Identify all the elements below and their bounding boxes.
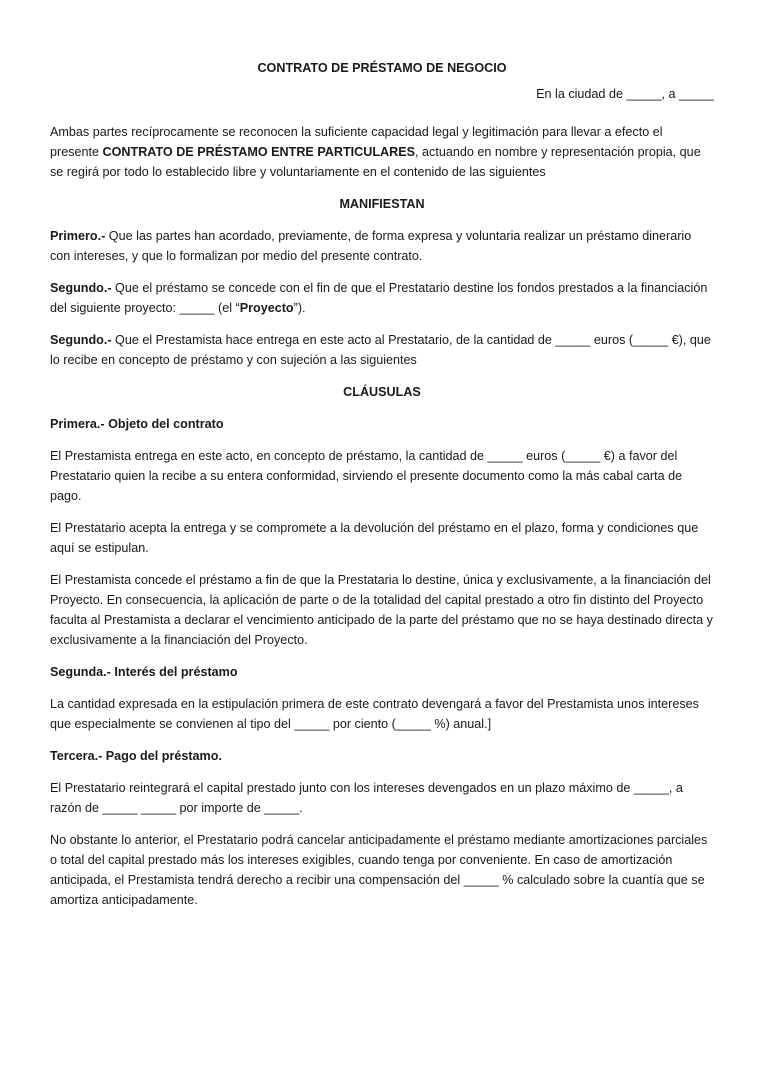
proyecto-term: Proyecto	[239, 301, 294, 315]
contract-body	[50, 58, 714, 922]
intro-text-2: , actuando en nombre y representación propia, que se regirá por todo lo establecido libre y voluntariamente en el contenido de las siguientes	[50, 145, 701, 179]
manifiesto-text: Que las partes han acordado, previamente, de forma expresa y voluntaria realizar un préstamo dinerario con intereses, y que lo formalizan por medio del presente contrato.	[50, 229, 692, 263]
clausulas-heading: CLÁUSULAS	[343, 385, 421, 399]
manifiesto-label: Segundo.-	[50, 281, 112, 295]
clausula-tercera-p1: El Prestatario reintegrará el capital prestado junto con los intereses devengados en un plazo máximo de _____, a razón de _____ _____ por importe de _____.	[50, 781, 683, 815]
clausula-primera-p1: El Prestamista entrega en este acto, en concepto de préstamo, la cantidad de _____ euros (_____ €) a favor del Prestatario quien la recibe a su entera conformidad, sirviendo el presente documento como la más cabal carta de pago.	[50, 449, 683, 503]
manifiestan-heading: MANIFIESTAN	[339, 197, 425, 211]
manifiesto-text: Que el Prestamista hace entrega en este acto al Prestatario, de la cantidad de _____ euros (_____ €), que lo recibe en concepto de préstamo y con sujeción a las siguientes	[50, 333, 711, 367]
clausula-segunda-title: Segunda.- Interés del préstamo	[50, 665, 238, 679]
manifiesto-label: Primero.-	[50, 229, 106, 243]
manifiesto-primero	[50, 226, 714, 266]
manifiesto-segundo	[50, 278, 714, 318]
document-title: CONTRATO DE PRÉSTAMO DE NEGOCIO	[257, 61, 507, 75]
intro-contract-name: CONTRATO DE PRÉSTAMO ENTRE PARTICULARES	[102, 145, 416, 159]
clausula-tercera-p2: No obstante lo anterior, el Prestatario podrá cancelar anticipadamente el préstamo mediante amortizaciones parciales o total del capital prestado más los intereses exigibles, cuando tenga por conveniente. En caso de amortización anticipada, el Prestamista tendrá derecho a recibir una compensación del _____ % calculado sobre la cuantía que se amortiza anticipadamente.	[50, 833, 708, 907]
clausula-tercera-title: Tercera.- Pago del préstamo.	[50, 749, 222, 763]
manifiesto-text: Que el préstamo se concede con el fin de que el Prestatario destine los fondos prestados a la financiación del siguiente proyecto: _____ (el “	[50, 281, 708, 315]
intro-text-1: Ambas partes recíprocamente se reconocen la suficiente capacidad legal y legitimación para llevar a efecto el presente	[50, 125, 663, 159]
manifiesto-tercero	[50, 330, 714, 370]
clausula-primera-p2: El Prestatario acepta la entrega y se compromete a la devolución del préstamo en el plazo, forma y condiciones que aquí se estipulan.	[50, 521, 699, 555]
clausula-primera-title: Primera.- Objeto del contrato	[50, 417, 224, 431]
clausula-segunda-p1: La cantidad expresada en la estipulación primera de este contrato devengará a favor del Prestamista unos intereses que especialmente se convienen al tipo del _____ por ciento (_____ %) anual.]	[50, 697, 699, 731]
city-date-line: En la ciudad de _____, a _____	[536, 87, 714, 101]
intro-paragraph	[50, 122, 714, 182]
manifiesto-text-end: ”).	[293, 301, 306, 315]
manifiesto-label: Segundo.-	[50, 333, 112, 347]
clausula-primera-p3: El Prestamista concede el préstamo a fin de que la Prestataria lo destine, única y exclusivamente, a la financiación del Proyecto. En consecuencia, la aplicación de parte o de la totalidad del capital prestado a otro fin distinto del Proyecto faculta al Prestamista a declarar el vencimiento anticipado de la parte del préstamo que no se haya destinado directa y exclusivamente a la financiación del Proyecto.	[50, 573, 713, 647]
